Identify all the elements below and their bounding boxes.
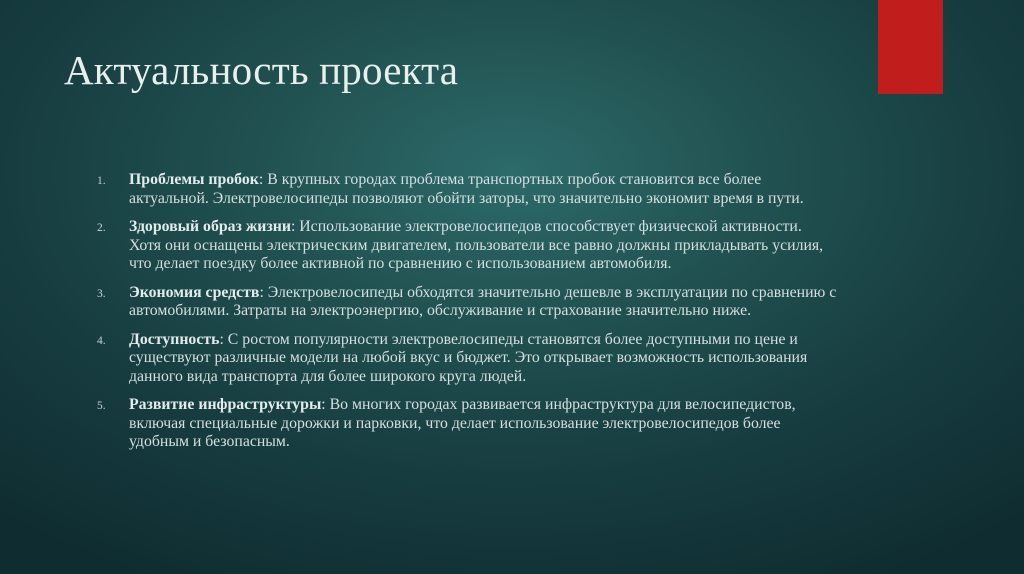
list-item-text: : С ростом популярности электровелосипеды становятся более доступными по цене и существуют различные модели на любой вкус и бюджет. Это открывает возможность использования данного вида транспорта для более широкого круга людей.: [129, 330, 808, 385]
red-accent-bar: [878, 0, 943, 94]
list-item-text: : В крупных городах проблема транспортных пробок становится все более актуальной. Электровелосипеды позволяют обойти заторы, что значительно экономит время в пути.: [129, 171, 804, 207]
list-item-number: 5.: [97, 400, 106, 412]
list-item-number: 4.: [97, 334, 106, 347]
list-item-term: Проблемы пробок: [129, 171, 259, 188]
list-item-number: 3.: [97, 287, 106, 300]
list-item: [97, 171, 837, 208]
list-item-number: 1.: [97, 175, 106, 187]
list-item-term: Экономия средств: [129, 283, 260, 301]
list-item: [97, 331, 837, 387]
list-item-term: Доступность: [129, 330, 220, 348]
slide-title: Актуальность проекта: [64, 47, 459, 93]
list-item-term: Здоровый образ жизни: [129, 218, 291, 235]
list-item-text: : Использование электровелосипедов способствует физической активности. Хотя они оснащены электрическим двигателем, пользователи все равно должны прикладывать усилия, что делает поездку более активной по сравнению с использованием автомобиля.: [129, 218, 824, 272]
list-item-number: 2.: [97, 222, 106, 234]
list-item-text: : Во многих городах развивается инфраструктура для велосипедистов, включая специальные дорожки и парковки, что делает использование электровелосипедов более удобным и безопасным.: [129, 396, 796, 450]
numbered-list: [97, 171, 837, 462]
list-item: [97, 284, 837, 321]
list-item-term: Развитие инфраструктуры: [129, 396, 322, 413]
list-item: [97, 218, 837, 274]
list-item: [97, 396, 837, 452]
list-item-text: : Электровелосипеды обходятся значительно дешевле в эксплуатации по сравнению с автомобилями. Затраты на электроэнергию, обслуживание и страхование значительно ниже.: [129, 283, 837, 319]
